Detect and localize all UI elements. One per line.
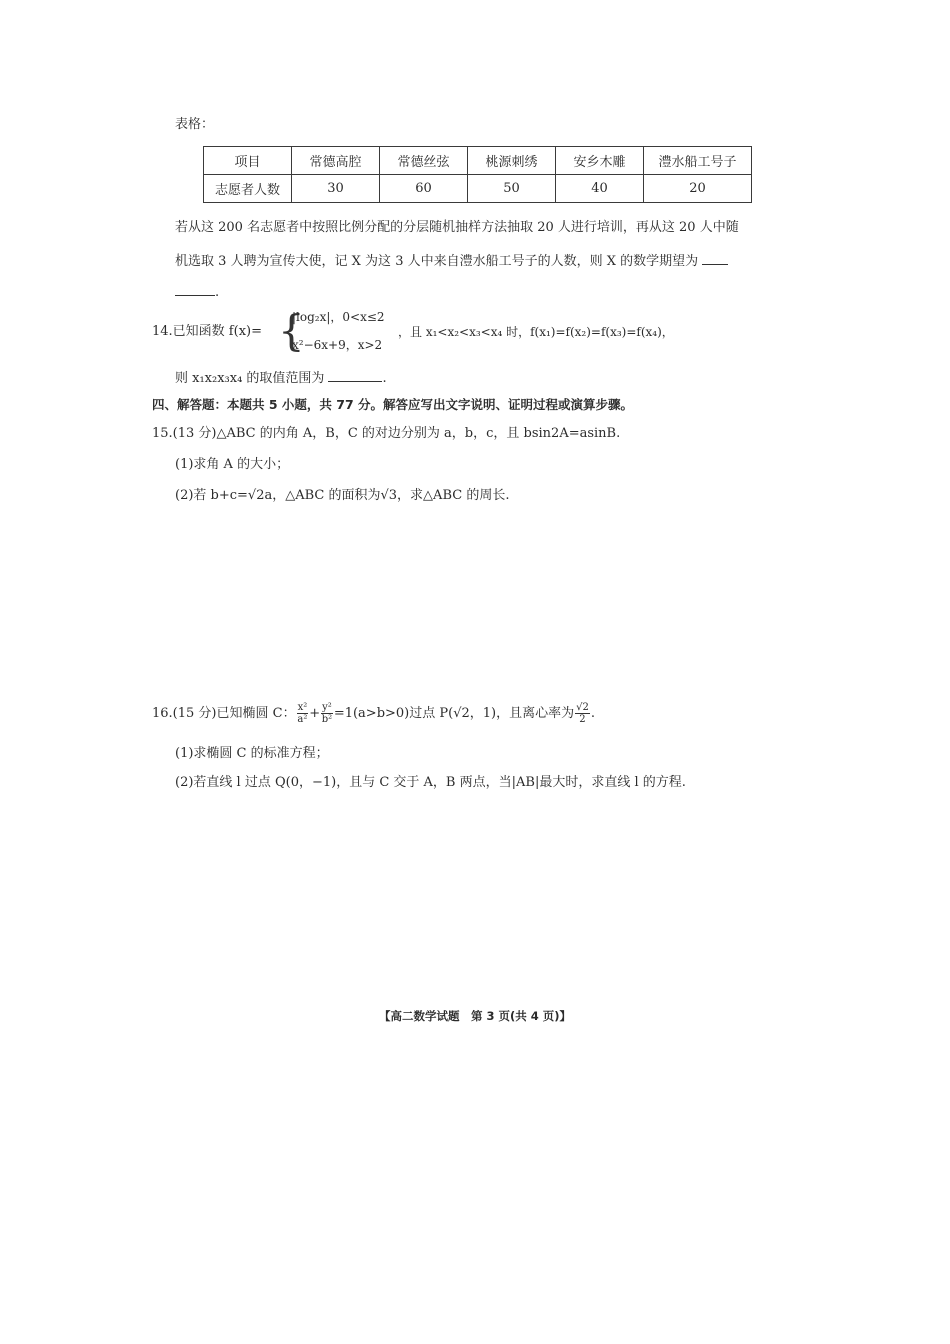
- q13-line3: .: [175, 281, 219, 302]
- fraction-y2-b2: $\frac{\text{y²}}{\text{b²}}$: [321, 702, 333, 725]
- table-row: [204, 175, 752, 203]
- table-column-header: 安乡木雕: [556, 147, 644, 175]
- q14-case1: |log₂x|，0<x≤2: [292, 310, 385, 324]
- table-column-header: 常德高腔: [292, 147, 380, 175]
- table-cell: 30: [292, 175, 380, 203]
- q14-line2: 则 x₁x₂x₃x₄ 的取值范围为 .: [175, 367, 387, 388]
- q13-line2: [175, 250, 728, 271]
- q15-part2: (2)若 b+c=√2a，△ABC 的面积为√3，求△ABC 的周长.: [175, 488, 510, 503]
- q16-part2: (2)若直线 l 过点 Q(0，−1)，且与 C 交于 A，B 两点，当|AB|最大时，求直线 l 的方程.: [175, 775, 686, 790]
- table-cell: 60: [380, 175, 468, 203]
- table-cell: 40: [556, 175, 644, 203]
- q15-part1: (1)求角 A 的大小；: [175, 457, 290, 472]
- q13-line1: 若从这 200 名志愿者中按照比例分配的分层随机抽样方法抽取 20 人进行培训，再从这 20 人中随: [175, 220, 739, 235]
- page-footer: 【高二数学试题 第 3 页(共 4 页)】: [378, 1009, 572, 1023]
- table-column-header: 澧水船工号子: [644, 147, 752, 175]
- table-cell: 50: [468, 175, 556, 203]
- volunteer-table: [203, 146, 752, 203]
- q14-prefix: 14.已知函数 f(x)=: [152, 324, 262, 339]
- q15-stem: 15.(13 分)△ABC 的内角 A，B，C 的对边分别为 a，b，c，且 bsin2A=asinB.: [152, 426, 621, 441]
- table-intro-label: 表格：: [175, 117, 215, 132]
- fraction-x2-a2: $\frac{\text{x²}}{\text{a²}}$: [297, 702, 308, 725]
- section-heading: 四、解答题：本题共 5 小题，共 77 分。解答应写出文字说明、证明过程或演算步骤。: [152, 397, 634, 412]
- table-column-header: 桃源刺绣: [468, 147, 556, 175]
- table-column-header: 常德丝弦: [380, 147, 468, 175]
- fraction-eccentricity: $\frac{√2}{2}$: [576, 702, 589, 725]
- q14-case2: x²−6x+9，x>2: [292, 338, 383, 352]
- answer-blank: [328, 367, 382, 382]
- table-row-label: 志愿者人数: [204, 175, 292, 203]
- table-cell: 20: [644, 175, 752, 203]
- answer-blank: [175, 281, 215, 296]
- q16-stem: 16.(15 分)已知椭圆 C： $\frac{\text{x²}}{\text{a²}}$ + $\frac{\text{y²}}{\text{b²}}$ =1(a>b>0)过点 P(√2，1)，且离心率为 $\frac{√2}{2}$ .: [152, 702, 595, 725]
- answer-blank: [702, 250, 728, 265]
- piecewise-brace: {: [278, 306, 305, 355]
- table-header-row: [204, 147, 752, 175]
- q14-suffix: ，且 x₁<x₂<x₃<x₄ 时，f(x₁)=f(x₂)=f(x₃)=f(x₄)，: [398, 325, 674, 339]
- q16-part1: (1)求椭圆 C 的标准方程；: [175, 746, 329, 761]
- table-header-label: 项目: [204, 147, 292, 175]
- q13-line2-text: 机选取 3 人聘为宣传大使，记 X 为这 3 人中来自澧水船工号子的人数，则 X 的数学期望为: [175, 254, 699, 269]
